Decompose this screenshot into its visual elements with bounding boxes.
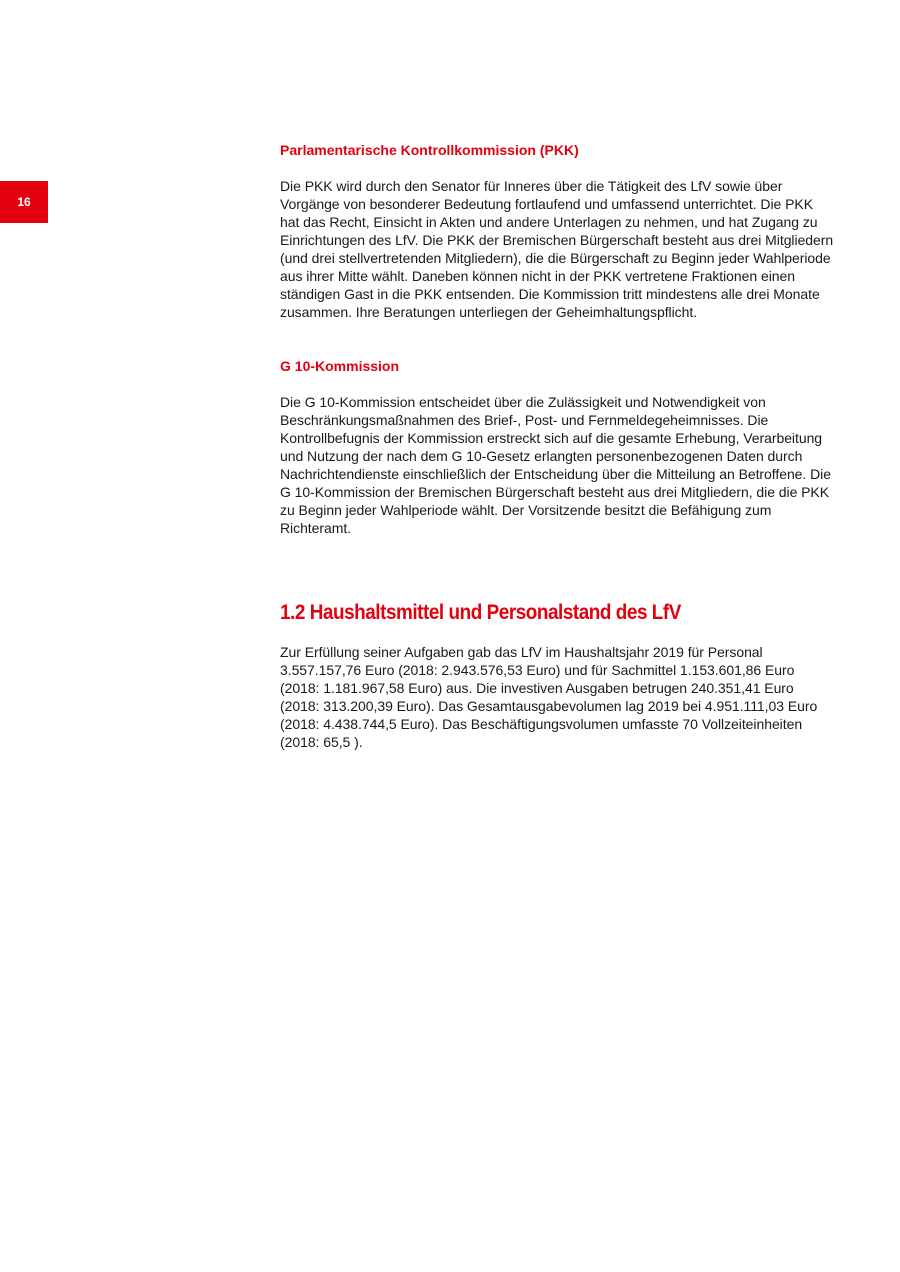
pkk-paragraph: Die PKK wird durch den Senator für Inneres über die Tätigkeit des LfV sowie über Vorgänge von besonderer Bedeutung fortlaufend und umfassend unterrichtet. Die PKK hat das Recht, Einsicht in Akten und andere Unterlagen zu nehmen, und hat Zugang zu Einrichtungen des LfV. Die PKK der Bremischen Bürgerschaft besteht aus drei Mitgliedern (und drei stellvertretenden Mitgliedern), die die Bürgerschaft zu Beginn jeder Wahlperiode aus ihrer Mitte wählt. Daneben können nicht in der PKK vertretene Fraktionen einen ständigen Gast in die PKK entsenden. Die Kommission tritt mindestens alle drei Monate zusammen. Ihre Beratungen unterliegen der Geheimhaltungspflicht.: [280, 178, 834, 320]
page-number-tab: [0, 181, 48, 223]
g10-paragraph: Die G 10-Kommission entscheidet über die Zulässigkeit und Notwendigkeit von Beschränkungsmaßnahmen des Brief-, Post- und Fernmeldegeheimnisses. Die Kontrollbefugnis der Kommission erstreckt sich auf die gesamte Erhebung, Verarbeitung und Nutzung der nach dem G 10-Gesetz erlangten personenbezogenen Daten durch Nachrichtendienste einschließlich der Entscheidung über die Mitteilung an Betroffene. Die G 10-Kommission der Bremischen Bürgerschaft besteht aus drei Mitgliedern, die die PKK zu Beginn jeder Wahlperiode wählt. Der Vorsitzende besitzt die Befähigung zum Richteramt.: [280, 394, 831, 536]
pkk-heading: Parlamentarische Kontrollkommission (PKK): [280, 142, 579, 158]
budget-section-heading: 1.2 Haushaltsmittel und Personalstand des LfV: [280, 601, 681, 624]
page-number: 16: [17, 195, 31, 209]
budget-paragraph: Zur Erfüllung seiner Aufgaben gab das LfV im Haushaltsjahr 2019 für Personal 3.557.157,76 Euro (2018: 2.943.576,53 Euro) und für Sachmittel 1.153.601,86 Euro (2018: 1.181.967,58 Euro) aus. Die investiven Ausgaben betrugen 240.351,41 Euro (2018: 313.200,39 Euro). Das Gesamtausgabevolumen lag 2019 bei 4.951.111,03 Euro (2018: 4.438.744,5 Euro). Das Beschäftigungsvolumen umfasste 70 Vollzeiteinheiten (2018: 65,5 ).: [280, 644, 818, 750]
document-content: [280, 141, 836, 751]
g10-heading: G 10-Kommission: [280, 358, 400, 374]
